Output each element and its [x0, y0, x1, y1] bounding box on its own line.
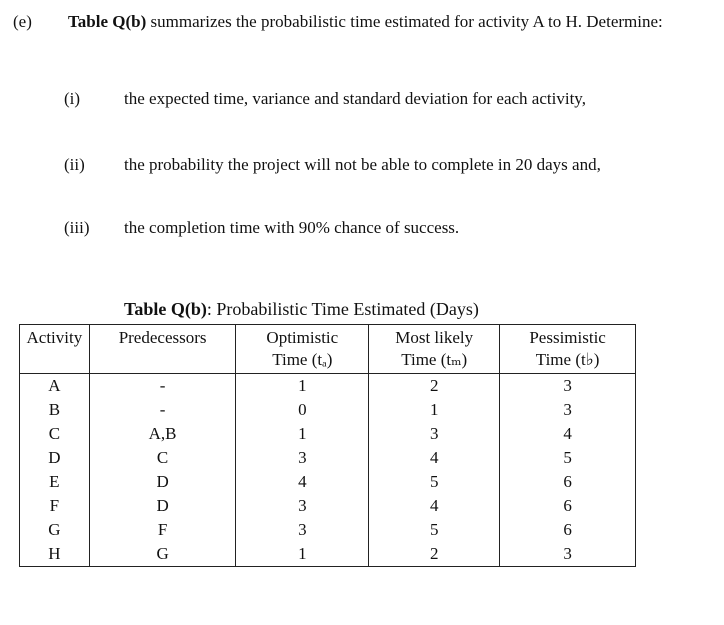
table-row [20, 398, 636, 422]
header-pessimistic-sub: Time (t♭) [535, 350, 600, 369]
cell-optimistic: 4 [236, 470, 369, 494]
cell-pessimistic: 4 [500, 422, 636, 446]
question-intro-text: summarizes the probabilistic time estimated for activity A to H. Determine: [146, 12, 663, 31]
table-row [20, 422, 636, 446]
cell-activity: B [20, 398, 90, 422]
question-intro [68, 12, 708, 32]
cell-most-likely: 5 [369, 518, 500, 542]
header-pessimistic [500, 325, 636, 374]
cell-optimistic: 1 [236, 374, 369, 399]
header-optimistic-sub: Time (tₐ) [272, 350, 333, 369]
table-caption-bold: Table Q(b) [124, 299, 207, 319]
header-most-likely-label: Most likely [395, 328, 474, 347]
cell-pessimistic: 5 [500, 446, 636, 470]
cell-optimistic: 1 [236, 422, 369, 446]
cell-optimistic: 3 [236, 494, 369, 518]
cell-predecessors: D [89, 494, 236, 518]
header-predecessors: Predecessors [89, 325, 236, 374]
header-most-likely-sub: Time (tₘ) [401, 350, 468, 369]
table-caption [124, 299, 479, 320]
cell-most-likely: 4 [369, 494, 500, 518]
cell-activity: F [20, 494, 90, 518]
cell-pessimistic: 6 [500, 470, 636, 494]
cell-predecessors: F [89, 518, 236, 542]
table-row [20, 494, 636, 518]
cell-most-likely: 4 [369, 446, 500, 470]
table-row [20, 446, 636, 470]
cell-predecessors: - [89, 374, 236, 399]
question-label: (e) [13, 12, 32, 31]
cell-optimistic: 3 [236, 446, 369, 470]
header-activity: Activity [20, 325, 90, 374]
cell-optimistic: 3 [236, 518, 369, 542]
cell-optimistic: 1 [236, 542, 369, 567]
cell-predecessors: G [89, 542, 236, 567]
table-row [20, 374, 636, 399]
subquestion-number: (iii) [64, 218, 90, 237]
header-optimistic-label: Optimistic [266, 328, 339, 347]
header-optimistic [236, 325, 369, 374]
cell-most-likely: 2 [369, 542, 500, 567]
cell-pessimistic: 6 [500, 494, 636, 518]
cell-optimistic: 0 [236, 398, 369, 422]
cell-predecessors: - [89, 398, 236, 422]
table-row [20, 542, 636, 567]
header-most-likely [369, 325, 500, 374]
cell-activity: G [20, 518, 90, 542]
table-caption-text: : Probabilistic Time Estimated (Days) [206, 299, 479, 319]
cell-pessimistic: 3 [500, 374, 636, 399]
cell-activity: C [20, 422, 90, 446]
question-intro-bold: Table Q(b) [68, 12, 147, 31]
subquestion-number: (i) [64, 89, 81, 108]
table-row [20, 518, 636, 542]
cell-activity: A [20, 374, 90, 399]
cell-predecessors: C [89, 446, 236, 470]
cell-pessimistic: 3 [500, 542, 636, 567]
table-header-row [20, 325, 636, 374]
cell-most-likely: 1 [369, 398, 500, 422]
cell-most-likely: 3 [369, 422, 500, 446]
table-row [20, 470, 636, 494]
header-pessimistic-label: Pessimistic [529, 328, 606, 347]
cell-pessimistic: 6 [500, 518, 636, 542]
subquestion-text: the completion time with 90% chance of success. [124, 218, 460, 237]
subquestion-number: (ii) [64, 155, 85, 174]
subquestion-text: the probability the project will not be able to complete in 20 days and, [124, 155, 601, 174]
activity-table [19, 324, 636, 567]
cell-most-likely: 2 [369, 374, 500, 399]
cell-activity: D [20, 446, 90, 470]
cell-activity: H [20, 542, 90, 567]
cell-pessimistic: 3 [500, 398, 636, 422]
cell-activity: E [20, 470, 90, 494]
cell-most-likely: 5 [369, 470, 500, 494]
cell-predecessors: D [89, 470, 236, 494]
subquestion-text: the expected time, variance and standard deviation for each activity, [124, 89, 586, 108]
cell-predecessors: A,B [89, 422, 236, 446]
